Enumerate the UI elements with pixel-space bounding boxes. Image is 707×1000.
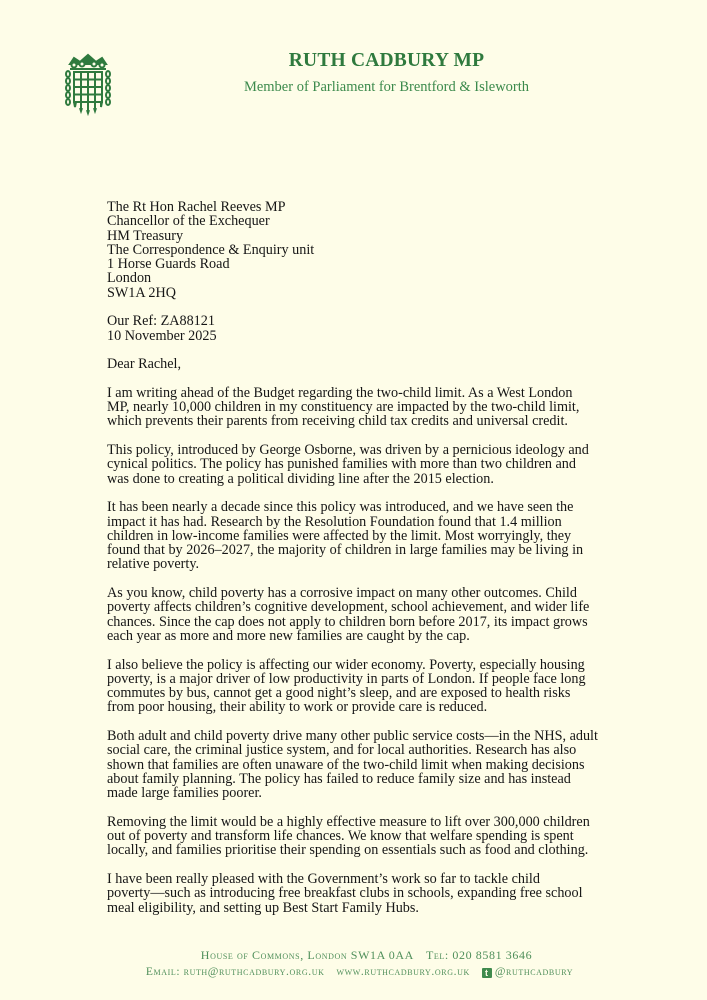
recipient-address (107, 200, 627, 300)
recipient-line: The Rt Hon Rachel Reeves MP (107, 199, 286, 215)
footer-contact-line (0, 966, 707, 978)
paragraph-3: It has been nearly a decade since this policy was introduced, and we have seen the impact it has had. Research by the Resolution Foundation found that 1.4 million children in low-income families were affected by the limit. Most worryingly, they found that by 2026–2027, the majority of children in large families may be living in relative poverty. (107, 499, 584, 573)
salutation: Dear Rachel, (107, 356, 182, 373)
footer-address-line (0, 948, 707, 963)
footer-twitter-handle[interactable]: @ruthcadbury (494, 966, 574, 978)
reference-block (107, 314, 627, 343)
recipient-line: The Correspondence & Enquiry unit (107, 241, 315, 258)
paragraph-8: I have been really pleased with the Government’s work so far to tackle child poverty—such as introducing free breakfast clubs in schools, expanding free school meal eligibility, and setting up Best Start Family Hubs. (107, 870, 583, 916)
footer-website-link[interactable]: www.ruthcadbury.org.uk (336, 966, 470, 978)
recipient-line: 1 Horse Guards Road (107, 256, 230, 273)
paragraph-5: I also believe the policy is affecting our wider economy. Poverty, especially housing poverty, is a major driver of low productivity in parts of London. If people face long commutes by bus, cannot get a good night’s sleep, and are exposed to health risks from poor housing, their ability to work or provide care is reduced. (107, 656, 586, 716)
footer-telephone: Tel: 020 8581 3646 (425, 948, 533, 962)
recipient-line: Chancellor of the Exchequer (107, 213, 270, 230)
letter-body (107, 200, 627, 929)
recipient-line: SW1A 2HQ (107, 284, 176, 301)
footer-address: House of Commons, London SW1A 0AA (200, 948, 414, 962)
reference-number: Our Ref: ZA88121 (107, 313, 215, 330)
twitter-icon: t (482, 968, 492, 978)
paragraph-2: This policy, introduced by George Osborne, was driven by a pernicious ideology and cynical politics. The policy has punished families with more than two children and was done to creating a political dividing line after the 2015 election. (107, 442, 589, 487)
mp-name-title: RUTH CADBURY MP (288, 50, 485, 71)
mp-constituency-subtitle: Member of Parliament for Brentford & Isleworth (243, 79, 530, 95)
footer-email[interactable]: Email: ruth@ruthcadbury.org.uk (145, 966, 325, 978)
paragraph-7: Removing the limit would be a highly effective measure to lift over 300,000 children out of poverty and transform life chances. We know that welfare spending is spent locally, and families prioritise their spending on essentials such as food and clothing. (107, 813, 590, 859)
paragraph-1: I am writing ahead of the Budget regarding the two-child limit. As a West London MP, nearly 10,000 children in my constituency are impacted by the two-child limit, which prevents their parents from receiving child tax credits and universal credit. (107, 384, 580, 430)
recipient-line: London (107, 270, 152, 287)
letter-date: 10 November 2025 (107, 327, 217, 344)
recipient-line: HM Treasury (107, 227, 184, 244)
paragraph-6: Both adult and child poverty drive many other public service costs—in the NHS, adult social care, the criminal justice system, and for local authorities. Research has also shown that families are often unaware of the two-child limit when making decisions about family planning. The policy has failed to reduce family size and has instead made large families poorer. (107, 727, 598, 802)
paragraph-4: As you know, child poverty has a corrosive impact on many other outcomes. Child poverty affects children’s cognitive development, school achievement, and wider life chances. Since the cap does not apply to children born before 2017, its impact grows each year as more and more new families are caught by the cap. (107, 585, 590, 644)
